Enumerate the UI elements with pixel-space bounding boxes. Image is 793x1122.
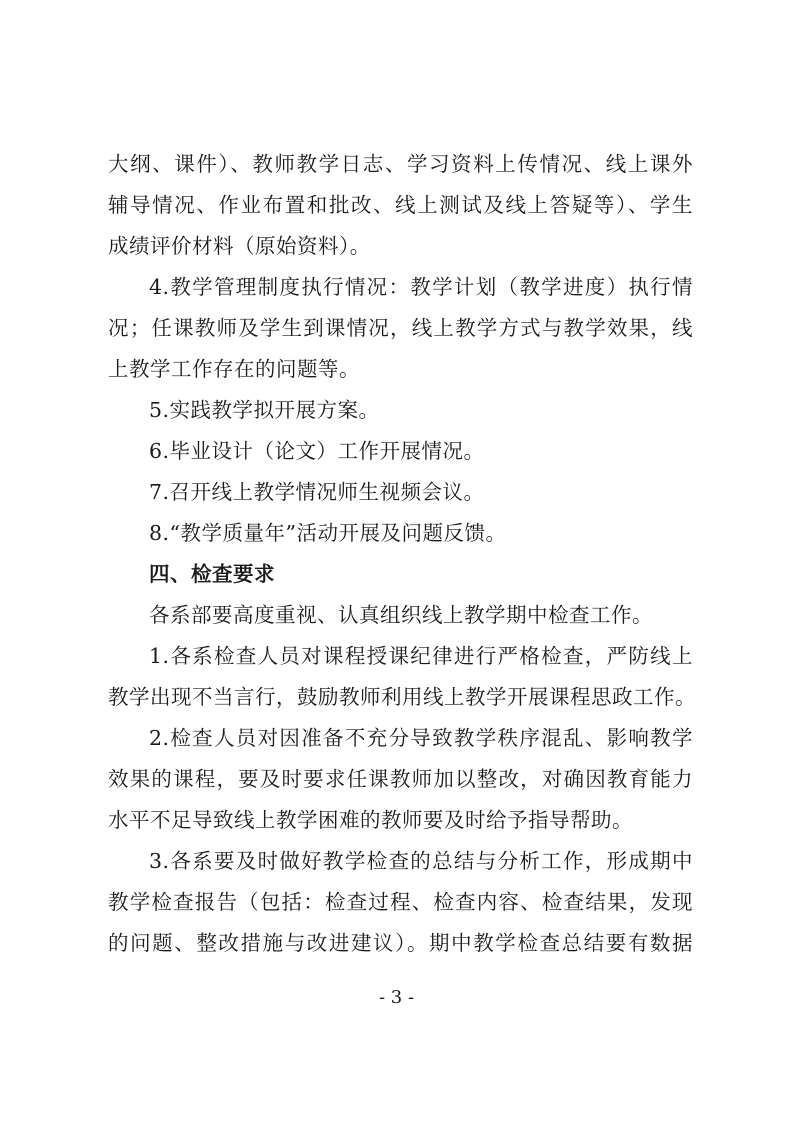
section-heading: 四、检查要求 xyxy=(149,562,275,586)
text-line: 辅导情况、作业布置和批改、线上测试及线上答疑等）、学生 xyxy=(108,193,693,217)
list-item-8: 8.“教学质量年”活动开展及问题反馈。 xyxy=(149,521,507,545)
page-number: - 3 - xyxy=(378,987,415,1008)
list-item-1: 1.各系检查人员对课程授课纪律进行严格检查，严防线上 xyxy=(149,644,693,668)
text-line: 教学检查报告（包括：检查过程、检查内容、检查结果，发现 xyxy=(108,890,693,914)
text-line: 况；任课教师及学生到课情况，线上教学方式与教学效果，线 xyxy=(108,316,693,340)
text-line: 的问题、整改措施与改进建议）。期中教学检查总结要有数据 xyxy=(108,931,693,955)
text-line: 水平不足导致线上教学困难的教师要及时给予指导帮助。 xyxy=(108,808,633,832)
text-line: 上教学工作存在的问题等。 xyxy=(108,357,360,381)
text-line: 大纲、课件）、教师教学日志、学习资料上传情况、线上课外 xyxy=(108,152,693,176)
list-item-4: 4.教学管理制度执行情况：教学计划（教学进度）执行情 xyxy=(149,275,693,299)
text-line: 成绩评价材料（原始资料）。 xyxy=(108,234,371,258)
list-item-7: 7.召开线上教学情况师生视频会议。 xyxy=(149,480,485,504)
list-item-5: 5.实践教学拟开展方案。 xyxy=(149,398,380,422)
list-item-6: 6.毕业设计（论文）工作开展情况。 xyxy=(149,439,485,463)
text-line: 教学出现不当言行，鼓励教师利用线上教学开展课程思政工作。 xyxy=(108,685,696,709)
text-line: 效果的课程，要及时要求任课教师加以整改，对确因教育能力 xyxy=(108,767,693,791)
text-line: 各系部要高度重视、认真组织线上教学期中检查工作。 xyxy=(149,603,653,627)
list-item-2: 2.检查人员对因准备不充分导致教学秩序混乱、影响教学 xyxy=(149,726,693,750)
list-item-3: 3.各系要及时做好教学检查的总结与分析工作，形成期中 xyxy=(149,849,693,873)
